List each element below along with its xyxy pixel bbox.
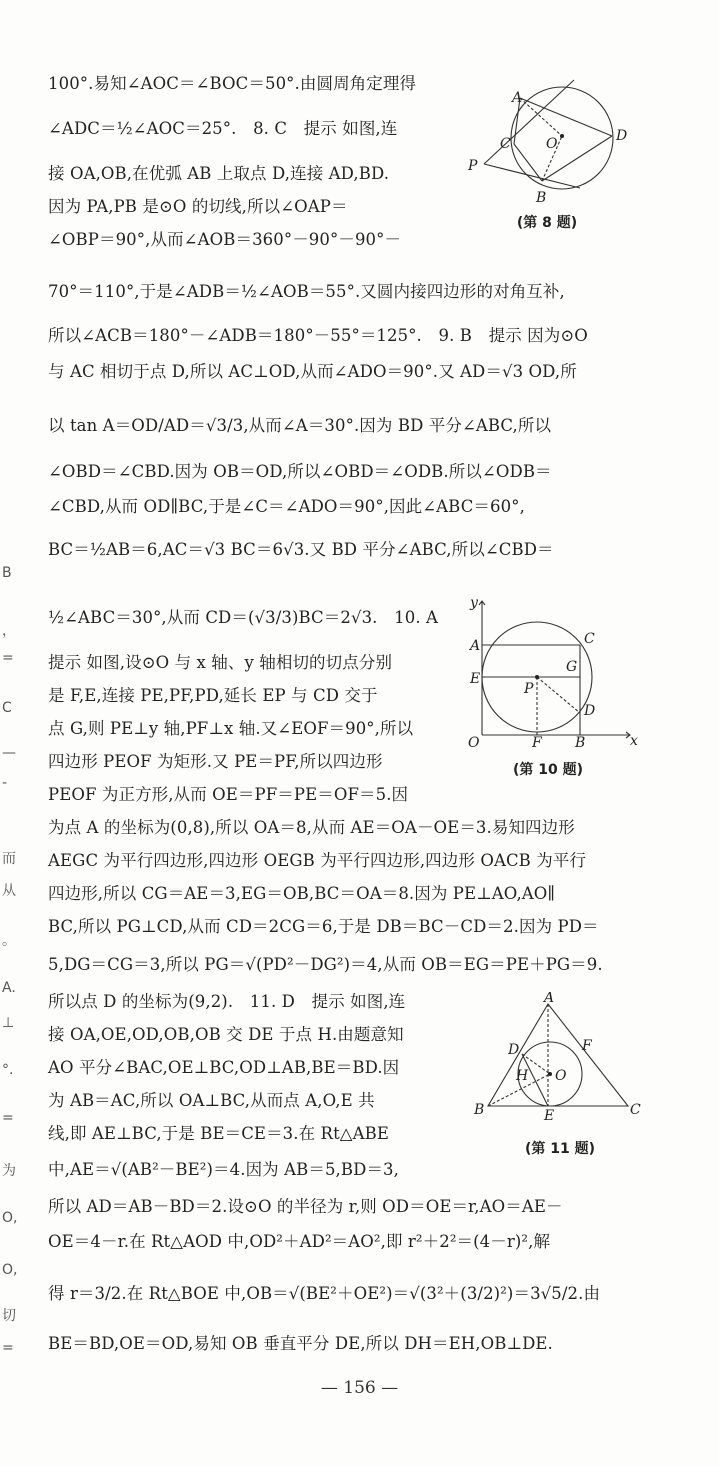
fig8-label: A [512, 90, 523, 106]
edge-mark: 切 [2, 1308, 16, 1324]
fig10-segment-pd [537, 677, 580, 713]
text-line: BE＝BD,OE＝OD,易知 OB 垂直平分 DE,所以 DH＝EH,OB⊥DE. [48, 1334, 553, 1353]
edge-mark: ， [2, 623, 16, 639]
edge-mark: = [2, 1110, 14, 1126]
text-line: BC,所以 PG⊥CD,从而 CD＝2CG＝6,于是 DB＝BC－CD＝2.因为 PD＝ [48, 917, 599, 936]
edge-mark: 从 [2, 883, 16, 899]
fig11-label: H [516, 1068, 529, 1084]
fig10-label: D [584, 703, 596, 719]
edge-mark: C [2, 700, 12, 716]
text-line: AEGC 为平行四边形,四边形 OEGB 为平行四边形,四边形 OACB 为平行 [48, 851, 587, 870]
page-number: — 156 — [320, 1378, 399, 1398]
fig10-label: E [470, 671, 481, 687]
fig8-center-dot [560, 134, 564, 138]
text-line: ∠OBP＝90°,从而∠AOB＝360°－90°－90°－ [48, 230, 402, 249]
text-line: ½∠ABC＝30°,从而 CD＝(√3/3)BC＝2√3. 10. A [48, 608, 439, 627]
fig8-radius-oa [520, 98, 562, 136]
edge-mark: °. [2, 1062, 14, 1078]
fig10-label: A [470, 638, 481, 654]
figure-10-diagram [462, 595, 642, 750]
fig8-label: B [536, 190, 547, 206]
text-line: ∠CBD,从而 OD∥BC,于是∠C＝∠ADO＝90°,因此∠ABC＝60°, [48, 497, 525, 516]
text-line: 四边形,所以 CG＝AE＝3,EG＝OB,BC＝OA＝8.因为 PE⊥AO,AO∥ [48, 884, 556, 903]
text-line: AO 平分∠BAC,OE⊥BC,OD⊥AB,BE＝BD.因 [48, 1058, 400, 1077]
text-line: 与 AC 相切于点 D,所以 AC⊥OD,从而∠ADO＝90°.又 AD＝√3 OD,所 [48, 362, 577, 381]
figure-8-caption: (第 8 题) [516, 215, 578, 231]
text-line: 所以∠ACB＝180°－∠ADB＝180°－55°＝125°. 9. B 提示 因为⊙O [48, 326, 588, 345]
edge-mark: A. [2, 980, 16, 996]
figure-8-diagram [462, 78, 642, 210]
left-edge-marks [0, 0, 16, 1466]
edge-mark: - [2, 775, 8, 791]
edge-mark: O, [2, 1210, 18, 1226]
text-line: 为点 A 的坐标为(0,8),所以 OA＝8,从而 AE＝OA－OE＝3.易知四边形 [48, 818, 575, 837]
text-line: 是 F,E,连接 PE,PF,PD,延长 EP 与 CD 交于 [48, 686, 378, 705]
fig11-label: E [544, 1108, 555, 1122]
edge-mark: B [2, 565, 12, 581]
text-line: 为 AB＝AC,所以 OA⊥BC,从而点 A,O,E 共 [48, 1091, 375, 1110]
figure-11-diagram [470, 992, 650, 1122]
edge-mark: — [2, 745, 16, 761]
text-line: ∠ADC＝½∠AOC＝25°. 8. C 提示 如图,连 [48, 119, 398, 138]
fig8-label: D [616, 128, 628, 144]
text-line: 所以点 D 的坐标为(9,2). 11. D 提示 如图,连 [48, 992, 406, 1011]
fig10-label: G [566, 659, 578, 675]
text-line: OE＝4－r.在 Rt△AOD 中,OD²＋AD²＝AO²,即 r²＋2²＝(4－r)²,解 [48, 1232, 551, 1251]
text-line: 四边形 PEOF 为矩形.又 PE＝PF,所以四边形 [48, 752, 383, 771]
text-line: 所以 AD＝AB－BD＝2.设⊙O 的半径为 r,则 OD＝OE＝r,AO＝AE－ [48, 1197, 563, 1216]
text-line: 接 OA,OE,OD,OB,OB 交 DE 于点 H.由题意知 [48, 1025, 404, 1044]
fig8-label: C [500, 136, 511, 152]
text-line: 5,DG＝CG＝3,所以 PG＝√(PD²－DG²)＝4,从而 OB＝EG＝PE＋PG＝9. [48, 955, 603, 974]
text-line: PEOF 为正方形,从而 OE＝PF＝PE＝OF＝5.因 [48, 785, 409, 804]
edge-mark: 而 [2, 851, 16, 867]
text-line: 以 tan A＝OD/AD＝√3/3,从而∠A＝30°.因为 BD 平分∠ABC,所以 [48, 416, 552, 435]
fig11-center-dot [548, 1072, 552, 1076]
edge-mark: 为 [2, 1163, 16, 1179]
text-line: 70°＝110°,于是∠ADB＝½∠AOB＝55°.又圆内接四边形的对角互补, [48, 282, 565, 301]
fig11-label: F [582, 1038, 592, 1054]
edge-mark: = [2, 650, 14, 666]
fig11-label: D [508, 1042, 520, 1058]
text-line: 中,AE＝√(AB²－BE²)＝4.因为 AB＝5,BD＝3, [48, 1160, 400, 1179]
text-line: 因为 PA,PB 是⊙O 的切线,所以∠OAP＝ [48, 197, 348, 216]
fig11-label: B [474, 1102, 485, 1118]
figure-10-caption: (第 10 题) [512, 762, 584, 778]
text-line: BC＝½AB＝6,AC＝√3 BC＝6√3.又 BD 平分∠ABC,所以∠CBD＝ [48, 540, 554, 559]
fig10-label: P [524, 681, 534, 697]
fig10-label: B [575, 735, 586, 750]
text-line: 点 G,则 PE⊥y 轴,PF⊥x 轴.又∠EOF＝90°,所以 [48, 719, 414, 738]
text-line: 线,即 AE⊥BC,于是 BE＝CE＝3.在 Rt△ABE [48, 1124, 389, 1143]
fig10-label: F [532, 735, 542, 750]
fig11-label: O [555, 1068, 567, 1084]
edge-mark: 。 [2, 933, 16, 949]
fig8-chord-acb [514, 98, 542, 181]
text-line: 100°.易知∠AOC＝∠BOC＝50°.由圆周角定理得 [48, 74, 417, 93]
text-line: 接 OA,OB,在优弧 AB 上取点 D,连接 AD,BD. [48, 164, 390, 183]
fig8-label: P [468, 158, 478, 174]
figure-11-caption: (第 11 题) [524, 1141, 596, 1157]
fig11-label: C [630, 1102, 641, 1118]
fig10-label: O [468, 735, 480, 750]
fig10-center-dot [535, 675, 539, 679]
edge-mark: = [2, 1340, 14, 1356]
fig11-label: A [544, 992, 555, 1006]
text-line: 提示 如图,设⊙O 与 x 轴、y 轴相切的切点分别 [48, 653, 393, 672]
text-line: ∠OBD＝∠CBD.因为 OB＝OD,所以∠OBD＝∠ODB.所以∠ODB＝ [48, 462, 552, 481]
fig8-label: O [546, 136, 558, 152]
fig10-label: x [630, 733, 638, 749]
edge-mark: ⊥ [2, 1015, 15, 1031]
fig10-label: C [584, 631, 595, 647]
fig10-label: y [470, 595, 478, 611]
text-line: 得 r＝3/2.在 Rt△BOE 中,OB＝√(BE²＋OE²)＝√(3²＋(3/2)²)＝3√5/2.由 [48, 1284, 601, 1303]
edge-mark: O, [2, 1262, 18, 1278]
fig8-tangent-pa [484, 80, 574, 164]
